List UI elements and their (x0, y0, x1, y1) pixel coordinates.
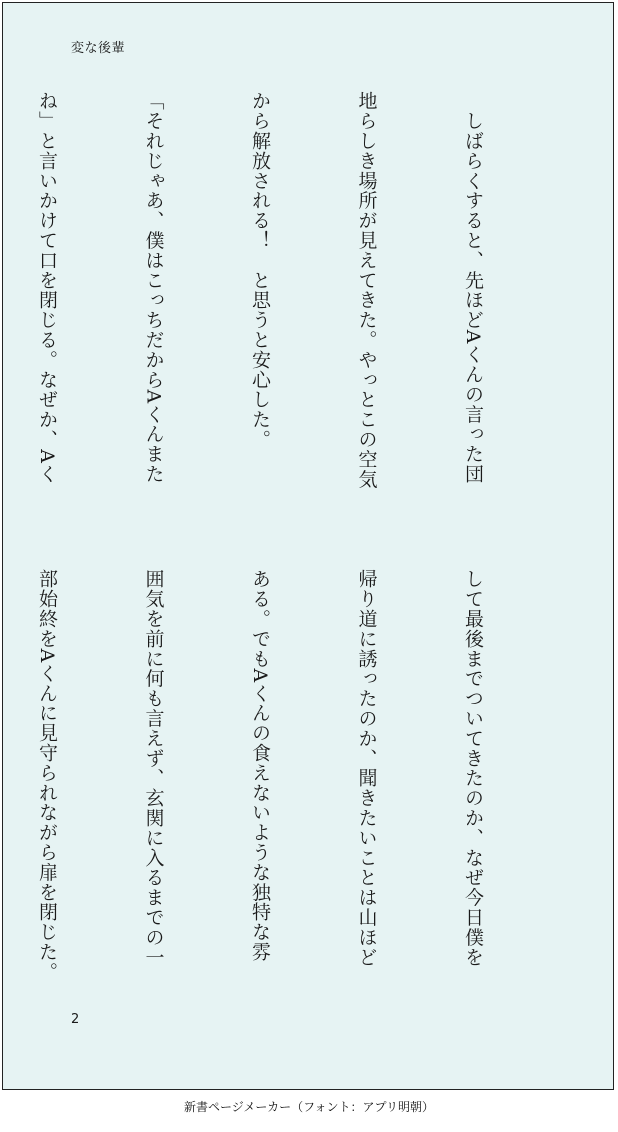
running-title: 変な後輩 (71, 41, 126, 56)
text-line: ね」と言いかけて口を閉じる。なぜか、Aく (36, 91, 58, 484)
book-page (2, 2, 614, 1090)
text-line: して最後までついてきたのか、なぜ今日僕を (462, 569, 484, 967)
text-block-top (36, 91, 561, 531)
text-line: 帰り道に誘ったのか、聞きたいことは山ほど (355, 569, 378, 967)
text-line: ある。でもAくんの食えないような独特な雰 (249, 569, 271, 962)
generator-caption: 新書ページメーカー（フォント：アプリ明朝） (183, 1100, 435, 1114)
text-line: 囲気を前に何も言えず、玄関に入るまでの一 (142, 569, 165, 967)
text-line: 地らしき場所が見えてきた。やっとこの空気 (355, 91, 378, 489)
text-block-bottom (36, 569, 561, 1009)
text-line: 「それじゃあ、僕はこっちだからAくんまた (142, 91, 165, 484)
text-line: から解放される！ と思うと安心した。 (249, 91, 271, 450)
text-line: しばらくすると、先ほどAくんの言った団 (462, 91, 484, 484)
text-line: 部始終をAくんに見守られながら扉を閉じた。 (36, 569, 58, 982)
page-number: 2 (71, 1012, 80, 1027)
